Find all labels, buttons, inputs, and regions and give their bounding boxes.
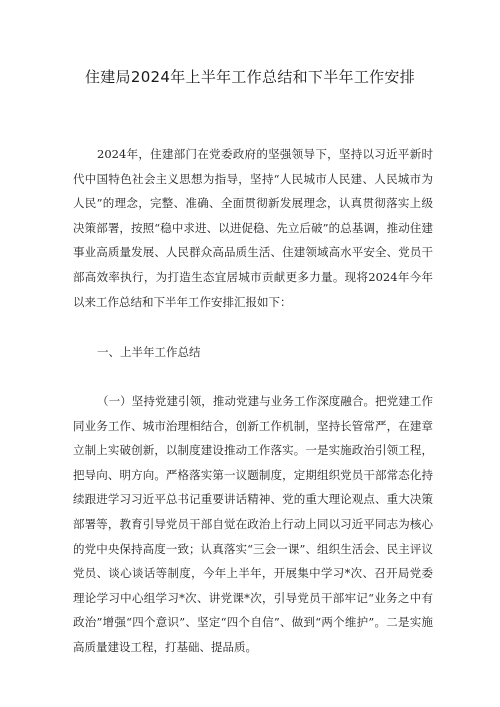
section-1-heading: 一、上半年工作总结 — [97, 345, 201, 359]
intro-paragraph: 2024年，住建部门在党委政府的坚强领导下，坚持以习近平新时代中国特色社会主义思想为指导，坚持“人民城市人民建、人民城市为人民”的理念，完整、准确、全面贯彻新发展理念，认真贯彻落实上级决策部署，按照“稳中求进、以进促稳、先立后破”的总基调，推动住建事业高质量发展、人民群众高品质生活、住建领域高水平安全、党员干部高效率执行，为打造生态宜居城市贡献更多力量。现将2024年今年以来工作总结和下半年工作安排汇报如下： — [73, 147, 433, 309]
section-1-paragraph: （一）坚持党建引领，推动党建与业务工作深度融合。把党建工作同业务工作、城市治理相结合，创新工作机制，坚持长管常严，在建章立制上实破创新，以制度建设推动工作落实。一是实施政治引领工程，把导向、明方向。严格落实第一议题制度，定期组织党员干部常态化持续跟进学习习近平总书记重要讲话精神、党的重大理论观点、重大决策部署等，教育引导党员干部自觉在政治上行动上同以习近平同志为核心的党中央保持高度一致；认真落实“三会一课”、组织生活会、民主评议党员、谈心谈话等制度，今年上半年，开展集中学习*次、召开局党委理论学习中心组学习*次、讲党课*次，引导党员干部牢记“业务之中有政治”增强“四个意识”、坚定“四个自信”、做到“两个维护”。二是实施高质量建设工程，打基础、提品质。 — [73, 394, 433, 654]
section-1-block — [73, 389, 433, 660]
document-title: 住建局2024年上半年工作总结和下半年工作安排 — [84, 68, 416, 86]
intro-paragraph-block — [73, 142, 433, 314]
